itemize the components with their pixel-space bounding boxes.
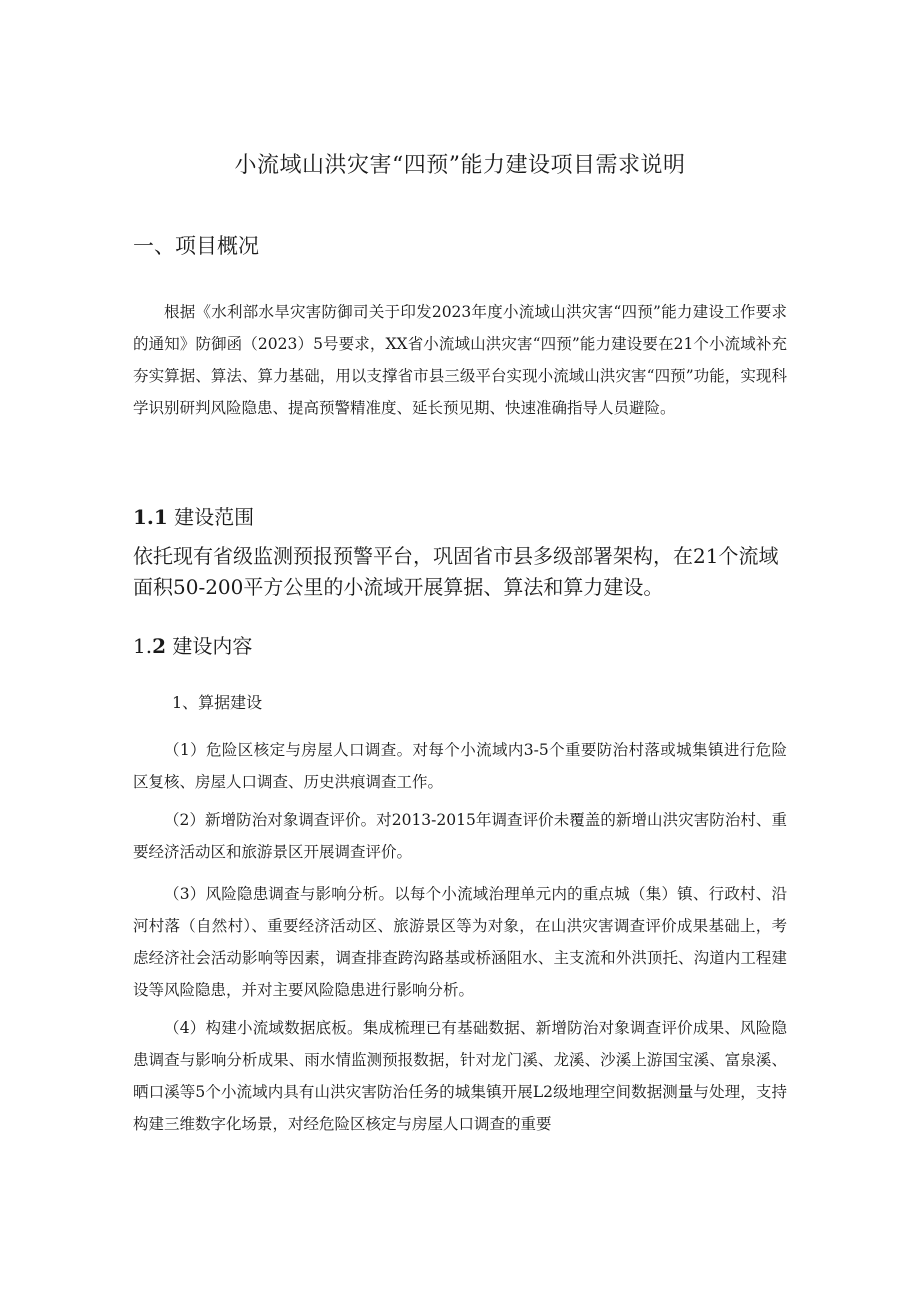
section-number-prefix: 1. <box>133 634 153 658</box>
list-item: （1）危险区核定与房屋人口调查。对每个小流域内3-5个重要防治村落或城集镇进行危险区复核、房屋人口调查、历史洪痕调查工作。 <box>133 741 787 791</box>
section-number-bold: 2 <box>152 634 167 658</box>
section-heading-scope <box>133 501 254 530</box>
document-title: 小流域山洪灾害“四预”能力建设项目需求说明 <box>234 153 686 178</box>
section-title: 建设内容 <box>172 634 253 658</box>
section-title: 建设范围 <box>174 505 255 529</box>
list-item: （3）风险隐患调查与影响分析。以每个小流域治理单元内的重点城（集）镇、行政村、沿河村落（自然村）、重要经济活动区、旅游景区等为对象，在山洪灾害调查评价成果基础上，考虑经济社会活动影响等因素，调查排查跨沟路基或桥涵阻水、主支流和外洪顶托、沟道内工程建设等风险隐患，并对主要风险隐患进行影响分析。 <box>133 885 787 999</box>
list-item: （2）新增防治对象调查评价。对2013-2015年调查评价未覆盖的新增山洪灾害防治村、重要经济活动区和旅游景区开展调查评价。 <box>133 811 787 861</box>
subsection-heading-data-construction: 1、算据建设 <box>172 693 263 712</box>
intro-paragraph: 根据《水利部水旱灾害防御司关于印发2023年度小流域山洪灾害“四预”能力建设工作要求的通知》防御函（2023）5号要求，XX省小流域山洪灾害“四预”能力建设要在21个小流域补充夯实算据、算法、算力基础，用以支撑省市县三级平台实现小流域山洪灾害“四预”功能，实现科学识别研判风险隐患、提高预警精准度、延长预见期、快速准确指导人员避险。 <box>133 303 787 417</box>
section-heading-project-overview: 一、项目概况 <box>133 234 259 258</box>
list-item: （4）构建小流域数据底板。集成梳理已有基础数据、新增防治对象调查评价成果、风险隐患调查与影响分析成果、雨水情监测预报数据，针对龙门溪、龙溪、沙溪上游国宝溪、富泉溪、晒口溪等5个小流域内具有山洪灾害防治任务的城集镇开展L2级地理空间数据测量与处理，支持构建三维数字化场景，对经危险区核定与房屋人口调查的重要 <box>133 1019 787 1133</box>
section-heading-content <box>133 630 252 659</box>
scope-paragraph: 依托现有省级监测预报预警平台，巩固省市县多级部署架构，在21个流域面积50-200平方公里的小流域开展算据、算法和算力建设。 <box>133 544 779 599</box>
section-number: 1.1 <box>133 505 168 529</box>
